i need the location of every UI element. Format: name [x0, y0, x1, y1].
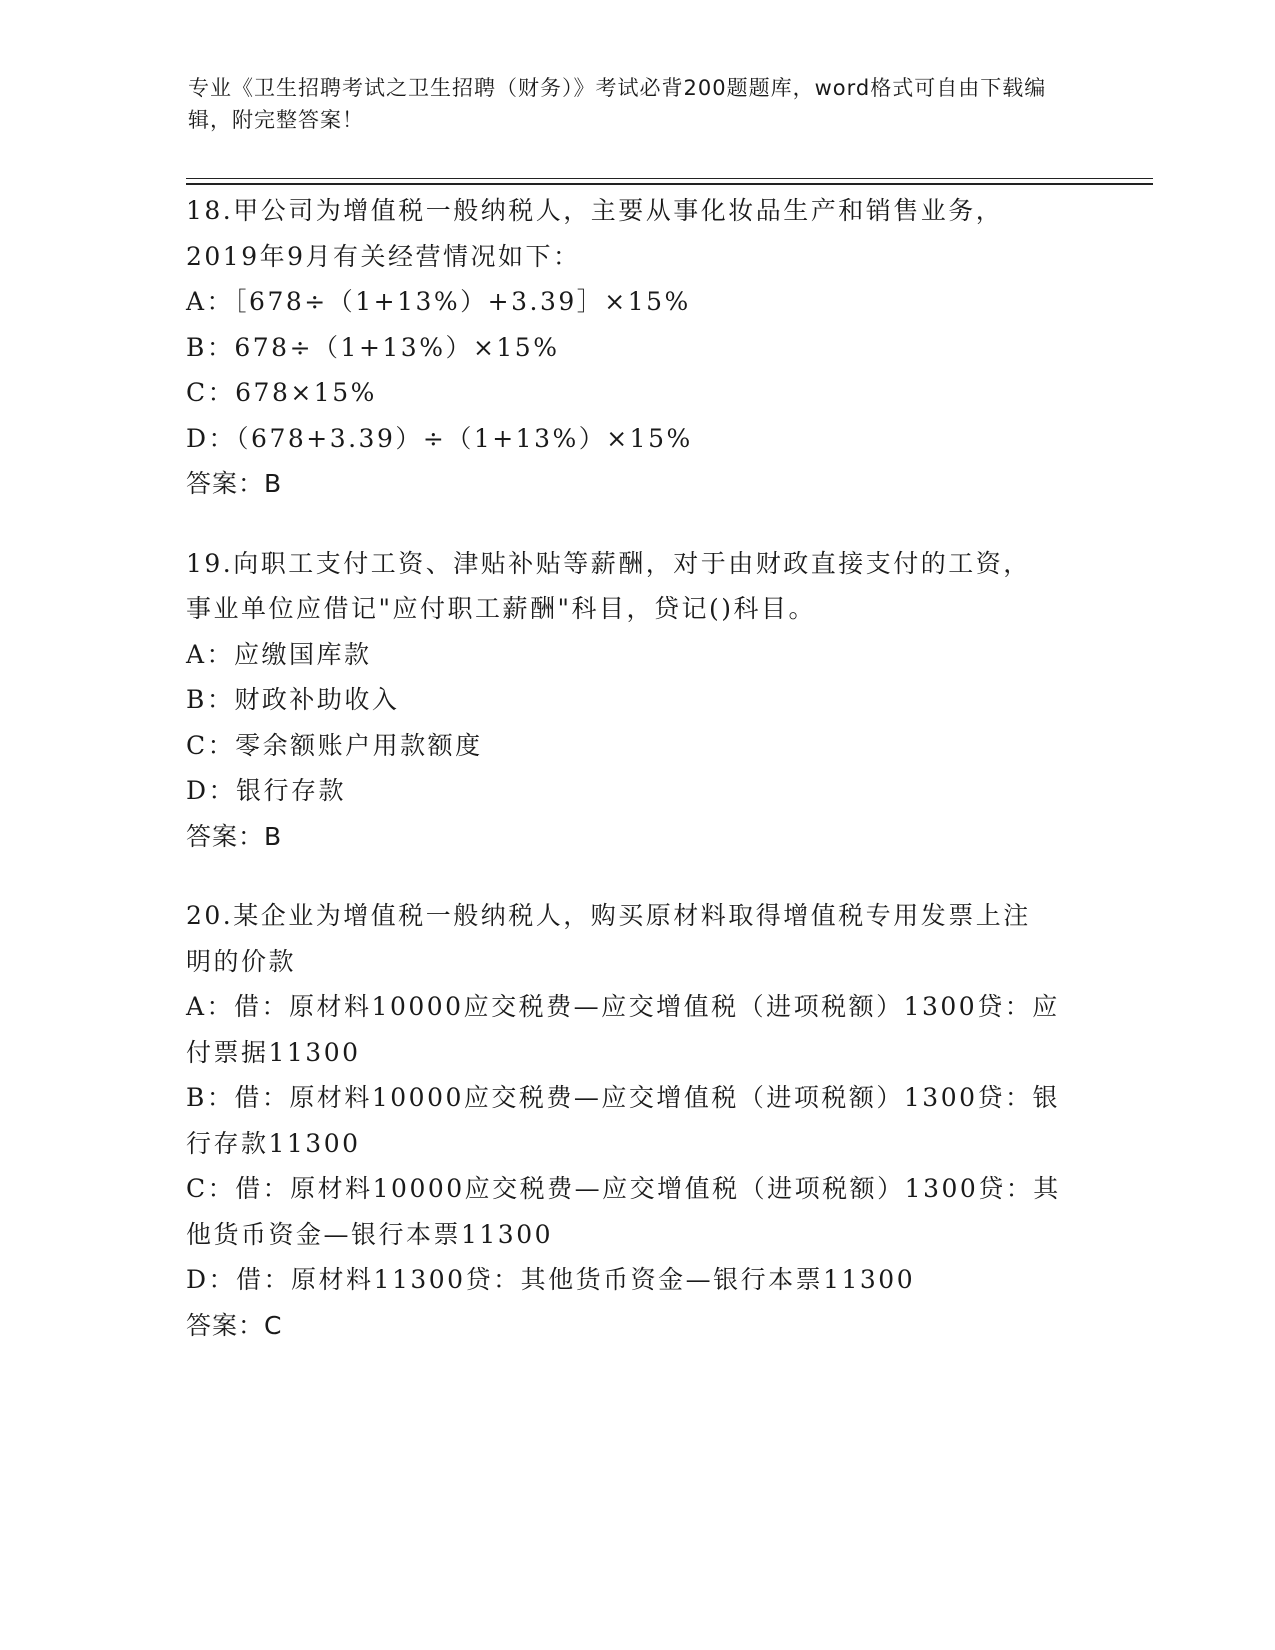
question-stem-line: 2019年9月有关经营情况如下：	[186, 241, 581, 271]
answer-line: 答案：B	[186, 821, 283, 851]
option-b: B：财政补助收入	[186, 685, 400, 714]
document-header	[188, 72, 1068, 136]
option-b: B：678÷（1+13%）×15%	[186, 332, 560, 362]
question-list	[186, 188, 1086, 1382]
answer-line: 答案：C	[186, 1310, 283, 1340]
option-c: C：678×15%	[186, 378, 377, 407]
option-a: A：应缴国库款	[186, 639, 372, 669]
option-b: B：借：原材料10000应交税费—应交增值税（进项税额）1300贷：银	[186, 1083, 1061, 1112]
question-18	[186, 188, 1086, 507]
header-divider-thin	[186, 178, 1153, 179]
option-a: A：［678÷（1+13%）+3.39］×15%	[186, 287, 691, 316]
option-d: D：（678+3.39）÷（1+13%）×15%	[186, 423, 693, 453]
question-stem-line: 明的价款	[186, 946, 297, 976]
option-a: A：借：原材料10000应交税费—应交增值税（进项税额）1300贷：应	[186, 992, 1060, 1021]
option-d: D：借：原材料11300贷：其他货币资金—银行本票11300	[186, 1265, 916, 1294]
option-c: C：零余额账户用款额度	[186, 730, 483, 760]
option-c: C：借：原材料10000应交税费—应交增值税（进项税额）1300贷：其	[186, 1174, 1061, 1203]
header-divider-thick	[186, 183, 1153, 185]
answer-line: 答案：B	[186, 469, 283, 498]
question-stem-line: 20.某企业为增值税一般纳税人，购买原材料取得增值税专用发票上注	[186, 901, 1031, 930]
option-b-continued: 行存款11300	[186, 1128, 361, 1158]
question-stem-line: 19.向职工支付工资、津贴补贴等薪酬，对于由财政直接支付的工资，	[186, 548, 1031, 578]
option-c-continued: 他货币资金—银行本票11300	[186, 1219, 554, 1249]
option-a-continued: 付票据11300	[186, 1037, 361, 1067]
question-stem-line: 18.甲公司为增值税一般纳税人，主要从事化妆品生产和销售业务，	[186, 196, 1004, 225]
header-text: 专业《卫生招聘考试之卫生招聘（财务）》考试必背200题题库，word格式可自由下载编辑，附完整答案！	[188, 76, 1047, 132]
question-19	[186, 541, 1086, 860]
option-d: D：银行存款	[186, 776, 347, 805]
question-20	[186, 893, 1086, 1348]
question-stem-line: 事业单位应借记"应付职工薪酬"科目，贷记()科目。	[186, 594, 817, 623]
